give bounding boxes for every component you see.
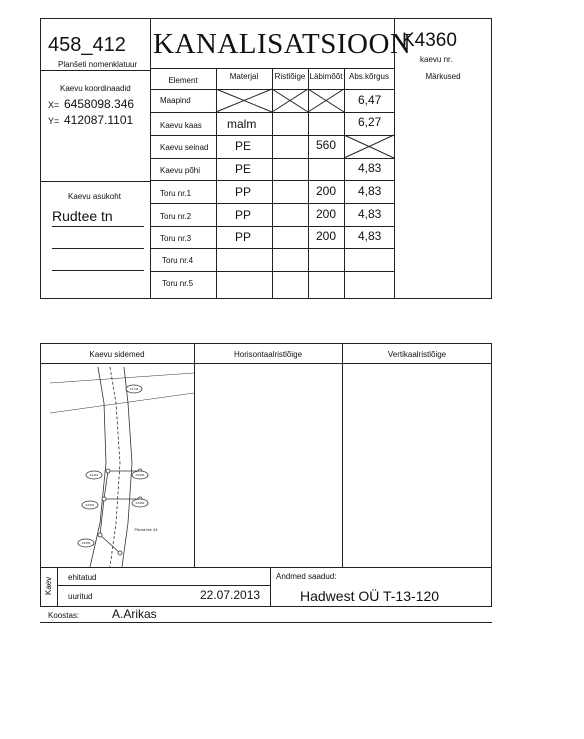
row-element: Maapind — [160, 96, 191, 105]
page-title: KANALISATSIOON — [153, 28, 412, 60]
row-element: Toru nr.4 — [162, 256, 194, 265]
divider — [57, 585, 270, 586]
x-coordinate-value: 6458098.346 — [64, 97, 135, 111]
row-material: PP — [235, 208, 252, 222]
row-elevation: 6,47 — [358, 93, 382, 107]
coordinates-label: Kaevu koordinaadid — [60, 84, 131, 93]
row-diameter: 200 — [316, 207, 337, 221]
column-header-element: Element — [168, 76, 198, 85]
location-value: Rudtee tn — [52, 208, 113, 224]
row-elevation: 4,83 — [358, 184, 382, 198]
built-label: ehitatud — [68, 573, 97, 582]
compiled-value: A.Arikas — [112, 607, 157, 621]
row-element: Kaevu põhi — [160, 166, 201, 175]
column-header-elevation: Abs.kõrgus — [348, 72, 390, 81]
divider — [342, 343, 343, 567]
map-label: K4363 — [135, 501, 145, 506]
map-label: K4359 — [81, 541, 91, 546]
side-label: Kaev — [44, 576, 53, 595]
row-diameter: 200 — [316, 184, 337, 198]
row-element: Toru nr.3 — [160, 234, 192, 243]
y-coordinate-value: 412087.1101 — [64, 113, 134, 127]
divider — [40, 622, 492, 623]
sheet-number: 458_412 — [48, 34, 126, 56]
well-id-label: kaevu nr. — [420, 55, 453, 64]
column-header-remarks: Märkused — [425, 72, 461, 81]
row-material: PE — [235, 139, 252, 153]
divider — [194, 343, 195, 567]
row-element: Kaevu seinad — [160, 143, 209, 152]
y-coordinate-label: Y= — [48, 116, 60, 126]
data-from-label: Andmed saadud: — [276, 572, 337, 581]
row-material: PP — [235, 230, 252, 244]
map-label: K1742 — [129, 387, 139, 392]
row-element: Toru nr.5 — [162, 279, 194, 288]
connections-map — [40, 363, 194, 567]
divider — [40, 567, 492, 568]
row-diameter: 200 — [316, 229, 337, 243]
map-label: K4360 — [135, 473, 145, 478]
compiled-label: Koostas: — [48, 611, 80, 620]
row-elevation: 4,83 — [358, 161, 382, 175]
row-element: Toru nr.2 — [160, 212, 192, 221]
divider — [57, 567, 58, 607]
location-label: Kaevu asukoht — [68, 192, 121, 201]
column-header-section: Ristlõige — [274, 72, 306, 81]
map-label: K4362 — [85, 503, 95, 508]
row-material: malm — [227, 117, 257, 131]
column-header-connections: Kaevu sidemed — [89, 350, 145, 359]
column-header-material: Materjal — [229, 72, 259, 81]
well-id: K4360 — [402, 30, 457, 51]
row-elevation: 4,83 — [358, 207, 382, 221]
column-header-horizontal-section: Horisontaalristlõige — [233, 350, 303, 359]
row-element: Kaevu kaas — [160, 121, 202, 130]
row-elevation: 4,83 — [358, 229, 382, 243]
map-label: K4361 — [89, 473, 99, 478]
row-diameter: 560 — [316, 138, 337, 152]
data-from-value: Hadwest OÜ T-13-120 — [300, 588, 440, 604]
column-header-diameter: Läbimõõt — [309, 72, 343, 81]
row-elevation: 6,27 — [358, 115, 382, 129]
surveyed-date: 22.07.2013 — [200, 588, 261, 602]
map-label: Pärna tee 43 — [134, 527, 158, 532]
divider — [270, 567, 271, 607]
x-coordinate-label: X= — [48, 100, 60, 110]
column-header-vertical-section: Vertikaalristlõige — [387, 350, 447, 359]
surveyed-label: uuritud — [68, 592, 93, 601]
sheet-label: Planšeti nomenklatuur — [58, 60, 138, 69]
row-material: PE — [235, 162, 252, 176]
row-element: Toru nr.1 — [160, 189, 192, 198]
row-material: PP — [235, 185, 252, 199]
